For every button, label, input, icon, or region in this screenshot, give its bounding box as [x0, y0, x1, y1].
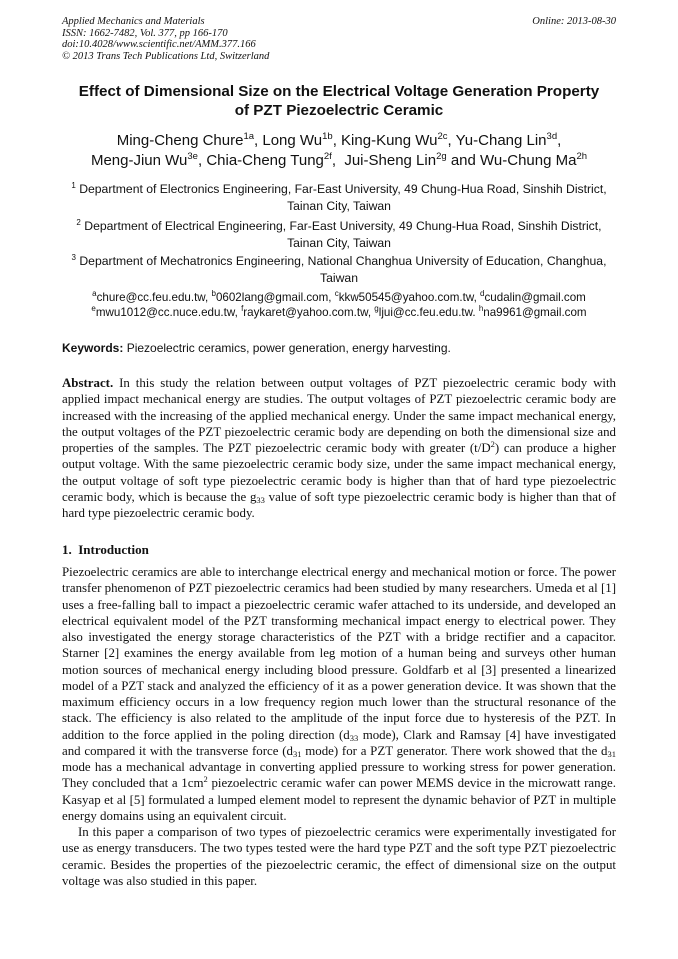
- paper-title-line-1: Effect of Dimensional Size on the Electrical Voltage Generation Property: [78, 83, 600, 100]
- affiliation-text: Department of Mechatronics Engineering, National Changhua University of Education, Changhua, Taiwan: [79, 254, 607, 285]
- author-mark: 2f: [323, 150, 332, 162]
- affiliation-2: [62, 218, 616, 251]
- keywords-text: Piezoelectric ceramics, power generation, energy harvesting.: [126, 341, 451, 355]
- author-mark: 1a: [243, 131, 255, 142]
- author-name: Yu-Chang Lin: [455, 132, 547, 149]
- author-name: Meng-Jiun Wu: [90, 151, 188, 169]
- author-name: Jui-Sheng Lin: [344, 151, 437, 169]
- journal-header: [62, 16, 616, 62]
- author-mark: 2h: [576, 150, 588, 162]
- email-d[interactable]: cudalin@gmail.com: [484, 291, 586, 304]
- abstract: [62, 375, 616, 521]
- email-c[interactable]: kkw50545@yahoo.com.tw,: [338, 291, 477, 304]
- abstract-label: Abstract.: [62, 376, 114, 390]
- keywords-label: Keywords:: [62, 341, 124, 355]
- author-mark: 1b: [322, 131, 333, 142]
- author-name: Ming-Cheng Chure: [116, 132, 244, 149]
- author-name: King-Kung Wu: [341, 132, 438, 149]
- email-b[interactable]: 0602lang@gmail.com,: [215, 291, 332, 304]
- affiliation-number: 2: [76, 218, 81, 227]
- paper-title-line-2: of PZT Piezoelectric Ceramic: [234, 102, 444, 119]
- online-date: Online: 2013-08-30: [532, 16, 616, 27]
- journal-doi: doi:10.4028/www.scientific.net/AMM.377.166: [62, 39, 256, 50]
- author-separator: ,: [557, 132, 562, 149]
- author-separator: ,: [332, 132, 342, 149]
- author-separator: ,: [447, 132, 456, 149]
- author-mark: 2c: [437, 131, 448, 142]
- author-line-1: [62, 131, 616, 151]
- affiliation-3: [62, 253, 616, 286]
- email-g[interactable]: ljui@cc.feu.edu.tw.: [378, 306, 476, 319]
- email-line-1: $^a$chure@cc.feu.edu.tw, $^b$0602lang@gmail.com, $^c$kkw50545@yahoo.com.tw, $^d$cudalin@gmail.com: [92, 289, 586, 304]
- email-h[interactable]: na9961@gmail.com: [483, 306, 587, 319]
- author-name: Wu-Chung Ma: [480, 151, 577, 169]
- author-mark: 3d: [546, 131, 558, 142]
- email-e[interactable]: mwu1012@cc.nuce.edu.tw,: [95, 306, 238, 319]
- journal-issn: ISSN: 1662-7482, Vol. 377, pp 166-170: [62, 27, 228, 39]
- affiliation-text: Department of Electrical Engineering, Far-East University, 49 Chung-Hua Road, Sinshih District, Tainan City, Taiwan: [84, 219, 602, 250]
- author-mark: 2g: [436, 150, 447, 162]
- author-mark: 3e: [187, 150, 198, 162]
- paper-title: [62, 82, 616, 120]
- email-line-2: $^e$mwu1012@cc.nuce.edu.tw, $^f$raykaret@yahoo.com.tw, $^g$ljui@cc.feu.edu.tw. $^h$na9961@gmail.com: [91, 304, 587, 319]
- author-name: Chia-Cheng Tung: [206, 151, 324, 169]
- author-list: [62, 131, 616, 170]
- email-f[interactable]: raykaret@yahoo.com.tw,: [243, 306, 372, 319]
- author-name: Long Wu: [262, 132, 323, 149]
- author-line-2: [62, 151, 616, 171]
- author-separator: ,: [331, 151, 345, 169]
- email-a[interactable]: chure@cc.feu.edu.tw,: [96, 291, 209, 304]
- affiliation-text: Department of Electronics Engineering, Far-East University, 49 Chung-Hua Road, Sinshih District, Tainan City, Taiwan: [79, 182, 607, 213]
- affiliation-number: 3: [71, 253, 76, 262]
- journal-name: Applied Mechanics and Materials: [62, 16, 205, 27]
- author-separator: ,: [254, 132, 263, 149]
- abstract-paragraph: Abstract. In this study the relation between output voltages of PZT piezoelectric ceramic body with applied impact mechanical energy are studies. The output voltages of PZT piezoelectric ceramic body are increased with the increasing of the applied mechanical energy. Under the same impact mechanical energy, the output voltages of the PZT piezoelectric ceramic body are depending on both the dimensional size and properties of the samples. The PZT piezoelectric ceramic body with greater $(t/D^2)$ can produce a higher output voltage. With the same piezoelectric ceramic body size, under the same impact mechanical energy, the output voltage of soft type piezoelectric ceramic body is higher than that of hard type piezoelectric ceramic body, which is because the $g_{33}$ value of soft type piezoelectric ceramic body is higher than that of hard type piezoelectric ceramic body.: [62, 376, 616, 520]
- author-separator: ,: [197, 151, 207, 169]
- intro-paragraph-1: Piezoelectric ceramics are able to interchange electrical energy and mechanical motion or force. The power transfer phenomenon of PZT piezoelectric ceramics had been studied by many researchers. Umeda et al [1] uses a free-falling ball to impact a piezoelectric ceramic wafer attached to its underside, and developed an electrical equivalent model of the PZT transforming mechanical impact energy to electrical power. They also investigated the energy storage characteristics of the PZT with a bridge rectifier and a capacitor. Starner [2] examines the energy available from leg motion of a human being and surveys other human motion sources of mechanical energy including blood pressure. Goldfarb et al [3] presented a linearized model of a PZT stack and analyzed the efficiency of it as a power generation device. It was shown that the maximum efficiency occurs in a low frequency region much lower than the structural resonance of the stack. The efficiency is also related to the amplitude of the input force due to hysteresis of the PZT. In addition to the force applied in the poling direction ($d_{33}$ mode), Clark and Ramsay [4] have investigated and compared it with the transverse force ($d_{31}$ mode) for a PZT generator. There work showed that the $d_{31}$ mode has a mechanical advantage in converting applied pressure to working stress for power generation. They concluded that a $1cm^2$ piezoelectric ceramic wafer can power MEMS device in the microwatt range. Kasyap et al [5] formulated a lumped element model to represent the dynamic behavior of PZT in multiple energy domains using an equivalent circuit.: [62, 565, 616, 823]
- section-heading-introduction: 1. Introduction: [62, 542, 149, 557]
- journal-copyright: © 2013 Trans Tech Publications Ltd, Switzerland: [62, 50, 270, 62]
- intro-paragraph-2: In this paper a comparison of two types of piezoelectric ceramics were experimentally investigated for use as energy transducers. The two types tested were the hard type PZT and the soft type PZT piezoelectric ceramic. Besides the properties of the piezoelectric ceramic, the effect of dimensional size on the output voltage was also studied in this paper.: [62, 825, 616, 888]
- author-separator: and: [446, 151, 481, 169]
- introduction-body: [62, 564, 616, 889]
- author-emails: [62, 290, 616, 320]
- affiliation-1: [62, 181, 616, 214]
- affiliation-number: 1: [71, 181, 76, 190]
- keywords: [62, 341, 616, 356]
